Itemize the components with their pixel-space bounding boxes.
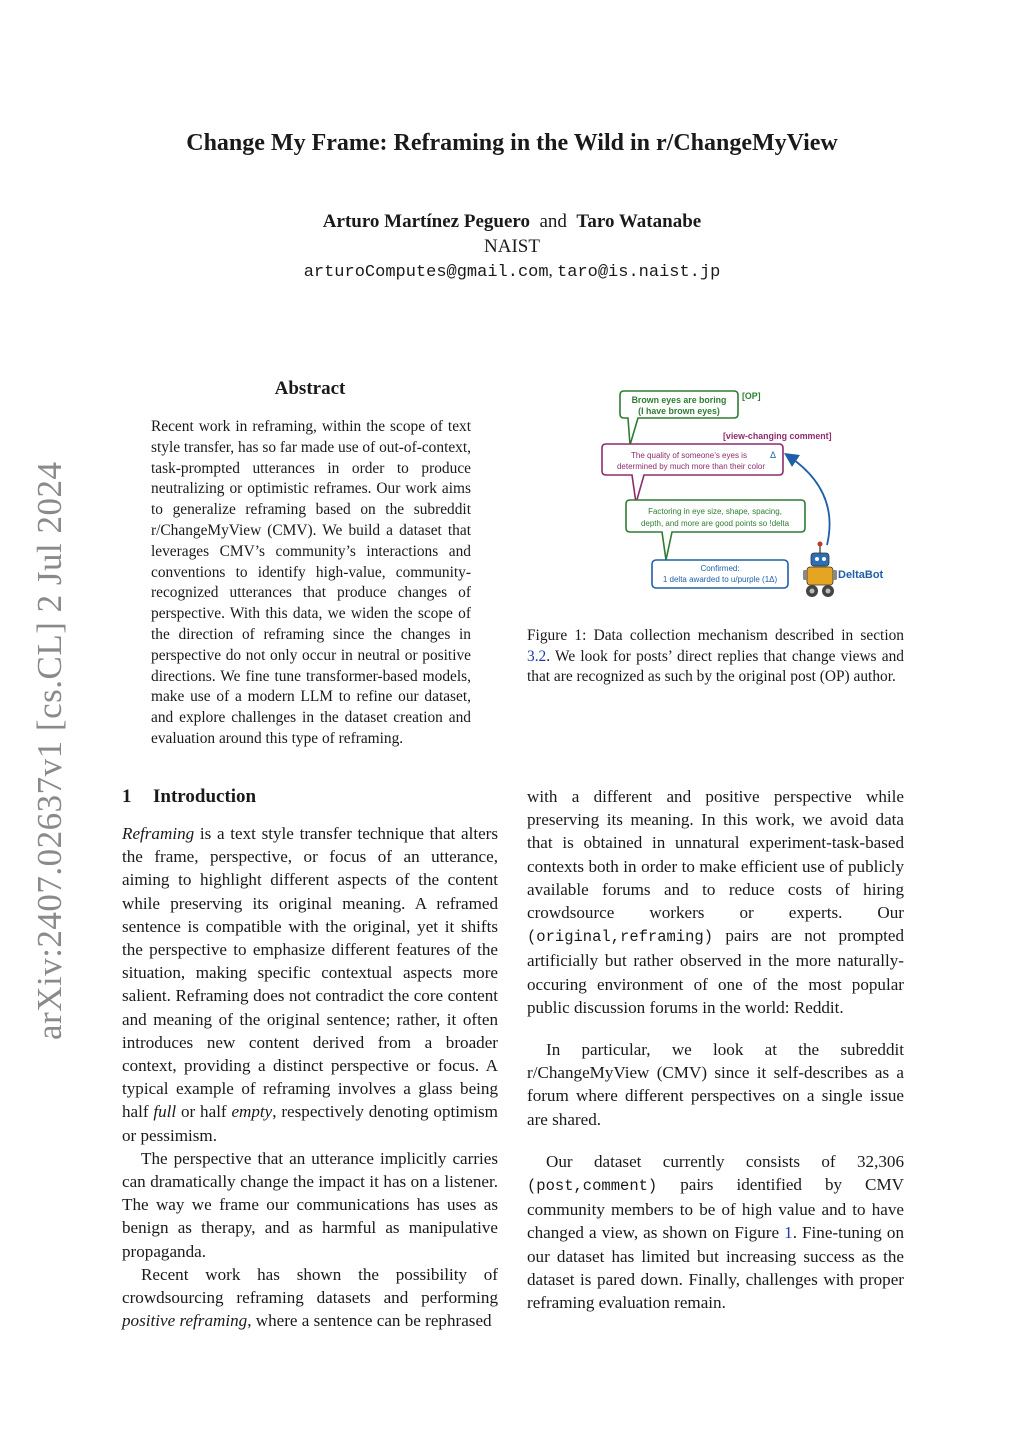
op-text-line2: (I have brown eyes) bbox=[638, 406, 720, 416]
comment-text-line1: The quality of someone’s eyes is bbox=[631, 451, 747, 460]
caption-prefix: Figure 1: Data collection mechanism described in section bbox=[527, 627, 904, 644]
deltabot-robot-icon bbox=[803, 542, 837, 598]
paragraph bbox=[122, 1263, 498, 1333]
paragraph bbox=[527, 1150, 904, 1314]
paragraph: The perspective that an utterance implicitly carries can dramatically change the impact it has on a listener. The way we frame our communications has uses as benign as therapy, and as harmful as manipulative propaganda. bbox=[122, 1148, 498, 1261]
emphasized-term: positive reframing bbox=[122, 1311, 248, 1331]
left-column-body bbox=[122, 822, 498, 1332]
author-email: arturoComputes@gmail.com bbox=[303, 263, 549, 282]
reply-text-line1: Factoring in eye size, shape, spacing, bbox=[648, 507, 782, 516]
author-email: taro@is.naist.jp bbox=[557, 263, 721, 282]
section-title: Introduction bbox=[153, 786, 257, 807]
paragraph bbox=[122, 822, 498, 1147]
author-name: Arturo Martínez Peguero bbox=[322, 211, 530, 232]
text-run: is a text style transfer technique that alters the frame, perspective, or focus of an utterance, aiming to highlight different aspects of the content while preserving its original meaning. A reframed sentence is compatible with the original, yet it shifts the perspective to emphasize different features of the situation, making specific contextual aspects more salient. Reframing does not contradict the core content and meaning of the original sentence; rather, it often introduces new content derived from a broader context, providing a distinct perspective or focus. A typical example of reframing involves a glass being half bbox=[122, 824, 498, 1122]
author-conjunction: and bbox=[539, 211, 567, 232]
text-run: or half bbox=[176, 1102, 232, 1122]
text-run: Our dataset currently consists of 32,306 bbox=[546, 1151, 904, 1171]
confirmation-text-line1: Confirmed: bbox=[700, 564, 740, 573]
email-line bbox=[0, 261, 1024, 282]
abstract-text: Recent work in reframing, within the scope of text style transfer, has so far made use of out-of-context, task-prompted utterances in order to produce neutralizing or optimistic reframes. Our work aims to generalize reframing based on the subreddit r/ChangeMyView (CMV). We build a dataset that leverages CMV’s community’s interactions and conventions to identify high-value, community-recognized utterances that produce changes of perspective. With this data, we widen the scope of the direction of reframing since the changes in perspective do not only occur in neutral or positive directions. We fine tune transformer-based models, make use of a modern LLM to refine our dataset, and explore challenges in the dataset creation and evaluation around this type of reframing. bbox=[151, 418, 471, 747]
view-changing-tag: [view-changing comment] bbox=[723, 431, 832, 441]
text-run: Recent work has shown the possibility of crowdsourcing reframing datasets and performing bbox=[122, 1264, 498, 1308]
author-line bbox=[0, 211, 1024, 233]
author-name: Taro Watanabe bbox=[576, 211, 702, 232]
deltabot-label: DeltaBot bbox=[838, 569, 884, 581]
op-tag: [OP] bbox=[742, 391, 761, 401]
text-run: pairs identified by CMV community members to be of high value and to have changed a view, as shown on Figure bbox=[527, 1175, 904, 1243]
paper-title: Change My Frame: Reframing in the Wild in r/ChangeMyView bbox=[186, 130, 838, 156]
figure-reference-link[interactable]: 1 bbox=[784, 1223, 793, 1243]
section-number: 1 bbox=[122, 786, 132, 807]
code-term: (post,comment) bbox=[527, 1177, 658, 1196]
section-heading bbox=[122, 786, 256, 808]
reply-text-line2: depth, and more are good points so !delta bbox=[640, 519, 790, 528]
text-run: . Fine-tuning on our dataset has limited but increasing success as the dataset is pared down. Finally, challenges with proper reframing evaluation remain. bbox=[527, 1223, 904, 1313]
text-run: pairs are not prompted artificially but rather observed in the more naturally-occuring environment of one of the most popular public discussion forums in the world: Reddit. bbox=[527, 926, 904, 1017]
abstract-heading: Abstract bbox=[274, 378, 346, 399]
right-column-body bbox=[527, 785, 904, 1314]
text-run: , where a sentence can be rephrased bbox=[247, 1311, 492, 1331]
emphasized-term: empty bbox=[231, 1102, 273, 1122]
text-run: , respectively denoting optimism or pessimism. bbox=[122, 1102, 498, 1145]
paragraph: In particular, we look at the subreddit r/ChangeMyView (CMV) since it self-describes as a forum where different perspectives on a single issue are shared. bbox=[527, 1040, 904, 1129]
text-run: with a different and positive perspective while preserving its meaning. In this work, we avoid data that is obtained in unnatural experiment-task-based contexts both in order to make efficient use of publicly available forums and to reduce costs of hiring crowdsource workers or experts. Our bbox=[527, 787, 904, 923]
op-text-line1: Brown eyes are boring bbox=[631, 395, 727, 405]
confirmation-text-line2: 1 delta awarded to u/purple (1Δ) bbox=[662, 575, 778, 584]
section-reference-link[interactable]: 3.2 bbox=[527, 647, 547, 665]
emphasized-term: Reframing bbox=[122, 824, 195, 843]
delta-icon: Δ bbox=[769, 450, 777, 460]
figure-diagram bbox=[590, 385, 920, 610]
emphasized-term: full bbox=[153, 1102, 177, 1122]
code-term: (original,reframing) bbox=[527, 928, 714, 947]
paragraph bbox=[527, 785, 904, 1019]
figure-caption bbox=[527, 626, 904, 688]
email-separator: , bbox=[548, 261, 558, 280]
arxiv-identifier: arXiv:2407.02637v1 [cs.CL] 2 Jul 2024 bbox=[30, 461, 69, 1040]
comment-text-line2: determined by much more than their color bbox=[616, 462, 766, 471]
caption-suffix: . We look for posts’ direct replies that change views and that are recognized as such by the original post (OP) author. bbox=[527, 647, 904, 685]
affiliation: NAIST bbox=[484, 236, 540, 257]
